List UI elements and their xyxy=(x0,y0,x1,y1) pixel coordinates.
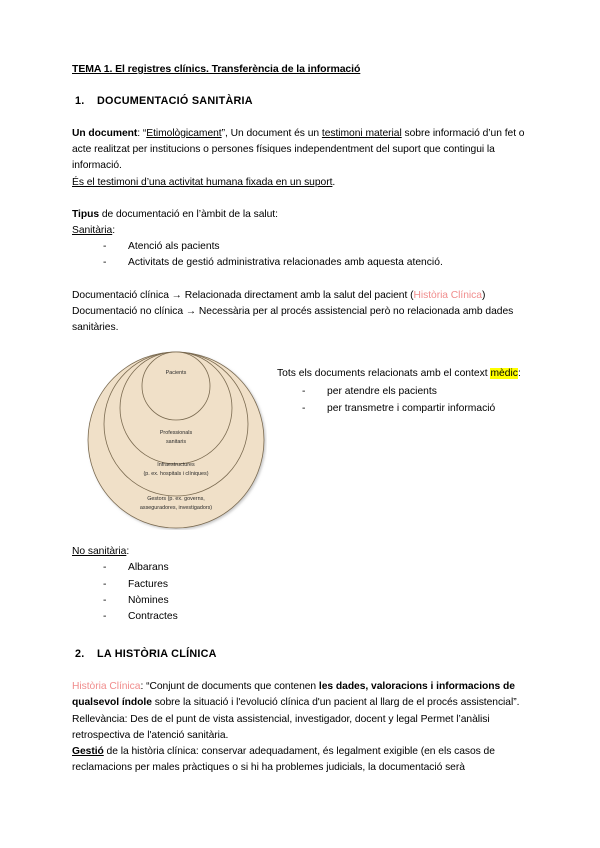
definition-rest-1: : “ xyxy=(137,128,147,139)
section-title-1: DOCUMENTACIÓ SANITÀRIA xyxy=(97,95,253,107)
section-number-1: 1. xyxy=(75,95,85,107)
no-sanitaria-label: No sanitària xyxy=(72,546,127,558)
gestio-lead: Gestió xyxy=(72,746,104,758)
historia-clinica-definition xyxy=(72,679,538,711)
dash-bullet: - xyxy=(103,594,107,606)
sanitaria-colon: : xyxy=(112,225,116,237)
circle-label-professionals-line2: sanitaris xyxy=(165,439,187,446)
list-item xyxy=(103,609,538,625)
list-item xyxy=(103,239,538,255)
list-item xyxy=(103,577,538,593)
definition-testimony: testimoni material xyxy=(321,128,402,139)
list-item xyxy=(103,560,538,576)
list-item-label: Contractes xyxy=(128,611,178,623)
dash-bullet: - xyxy=(103,257,107,269)
sanitaria-list xyxy=(72,239,538,271)
dash-bullet: - xyxy=(302,402,306,414)
figure-caption-list xyxy=(277,384,537,416)
definition-rest-2: ”, Un document és un xyxy=(221,128,322,139)
clinical-doc-accent: Història Clínica xyxy=(413,289,482,301)
circle-label-infraestructures-line1: Infraestructures xyxy=(157,462,195,469)
no-sanitaria-list xyxy=(72,560,538,625)
figure-block xyxy=(72,348,538,544)
definition-underlined-text: És el testimoni d’una activitat humana fixada en un suport xyxy=(72,176,333,188)
definition-underlined-paragraph xyxy=(72,175,538,191)
definition-paragraph xyxy=(72,126,538,175)
figure-caption xyxy=(277,366,537,382)
types-rest: de documentació en l’àmbit de la salut: xyxy=(99,208,278,220)
circle-label-gestors-line2: asseguradores, investigadors) xyxy=(139,505,213,512)
section-title-2: LA HISTÒRIA CLÍNICA xyxy=(97,648,217,661)
circle-pacients xyxy=(142,352,210,420)
section-number-2: 2. xyxy=(75,648,85,661)
rellevancia-paragraph: Rellevància: Des de el punt de vista assistencial, investigador, docent y legal Permet l’anàlisi retrospectiva de l'atenció sanitària. xyxy=(72,713,490,741)
circle-label-infraestructures-line2: (p. ex. hospitals i clíniques) xyxy=(143,471,209,478)
no-sanitaria-label-line xyxy=(72,544,538,560)
non-clinical-doc-paragraph: Documentació no clínica → Necessària per al procés assistencial però no relacionada amb dades sanitàries. xyxy=(72,305,514,334)
list-item-label: Activitats de gestió administrativa relacionades amb aquesta atenció. xyxy=(128,257,443,269)
clinical-doc-lead: Documentació clínica → Relacionada directament amb la salut del pacient ( xyxy=(72,289,414,301)
list-item-label: per transmetre i compartir informació xyxy=(327,402,496,414)
dash-bullet: - xyxy=(103,611,107,623)
dash-bullet: - xyxy=(103,241,107,253)
list-item xyxy=(302,384,537,400)
list-item-label: Albarans xyxy=(128,562,169,574)
definition-rest-3: sobre informació d’un fet o acte realitzat per institucions o persones físiques independentment del suport que contingui la informació. xyxy=(72,128,525,172)
section-heading-1 xyxy=(72,94,538,108)
dash-bullet: - xyxy=(103,578,107,590)
nested-circles-svg xyxy=(85,348,267,530)
historia-clinica-rest: sobre la situació i l'evolució clínica d'un pacient al llarg de el procés assistencial”. xyxy=(151,697,520,709)
list-item-label: Atenció als pacients xyxy=(128,241,220,253)
figure-caption-highlight: mèdic xyxy=(490,368,518,380)
dash-bullet: - xyxy=(302,386,306,398)
sanitaria-label-line xyxy=(72,223,538,239)
clinical-doc-paragraph xyxy=(72,288,538,304)
list-item xyxy=(103,255,538,271)
definition-underlined-period: . xyxy=(332,176,336,188)
figure-caption-colon: : xyxy=(517,368,521,380)
circle-label-gestors-line1: Gestors (p. ex. governs, xyxy=(147,496,205,503)
historia-clinica-accent: Història Clínica xyxy=(72,681,141,693)
types-lead: Tipus xyxy=(72,208,100,220)
definition-lead: Un document xyxy=(72,128,138,139)
clinical-doc-close: ) xyxy=(481,289,486,301)
list-item-label: per atendre els pacients xyxy=(327,386,437,398)
section-heading-2 xyxy=(72,647,538,661)
nested-circles-diagram xyxy=(85,348,267,530)
circle-label-professionals-line1: Professionals xyxy=(159,430,193,437)
gestio-rest: de la història clínica: conservar adequadament, és legalment exigible (en els casos de reclamacions per males pràctiques o si hi ha problemes judicials, la documentació serà xyxy=(72,746,495,774)
definition-etymology: Etimològicament xyxy=(146,128,222,139)
document-content xyxy=(72,62,538,776)
page-title: TEMA 1. El registres clínics. Transferència de la informació xyxy=(72,63,361,75)
circle-label-pacients: Pacients xyxy=(165,370,187,377)
dash-bullet: - xyxy=(103,562,107,574)
types-paragraph xyxy=(72,207,538,223)
list-item-label: Factures xyxy=(128,578,169,590)
list-item-label: Nòmines xyxy=(128,594,169,606)
historia-clinica-lead: : “Conjunt de documents que contenen xyxy=(140,681,319,693)
no-sanitaria-colon: : xyxy=(126,546,130,558)
sanitaria-label: Sanitària xyxy=(72,225,113,237)
list-item xyxy=(302,401,537,417)
figure-caption-lead: Tots els documents relacionats amb el context xyxy=(277,368,491,380)
list-item xyxy=(103,593,538,609)
historia-clinica-bold: les dades, valoracions i informacions de qualsevol índole xyxy=(72,681,515,709)
figure-caption-block xyxy=(277,366,537,417)
gestio-paragraph xyxy=(72,744,538,776)
